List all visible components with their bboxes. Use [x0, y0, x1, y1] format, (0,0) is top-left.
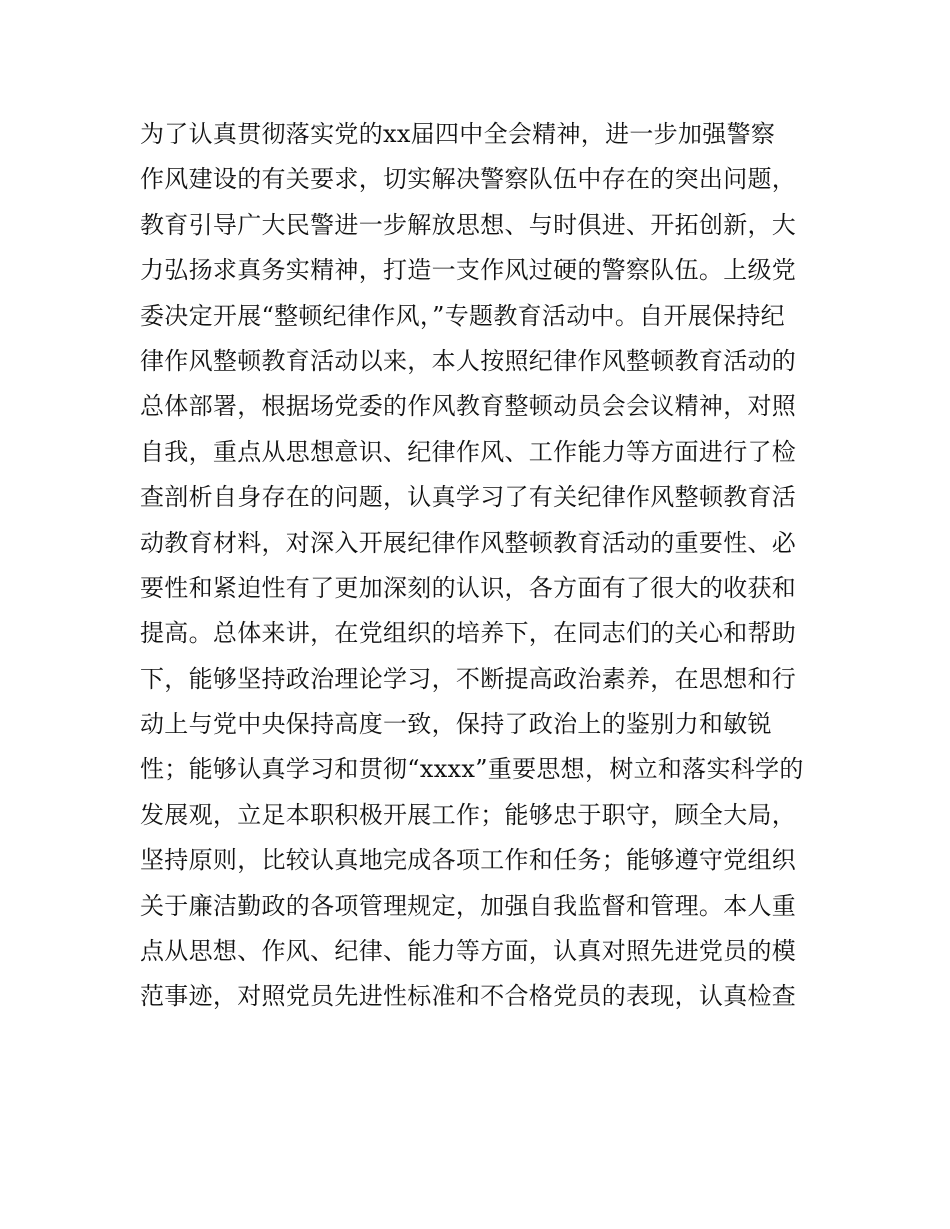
body-paragraph	[140, 112, 820, 1020]
text-line: 动上与党中央保持高度一致，保持了政治上的鉴别力和敏锐	[140, 710, 772, 739]
text-line: 教育引导广大民警进一步解放思想、与时俱进、开拓创新，大	[140, 210, 797, 239]
text-line: 作风建设的有关要求，切实解决警察队伍中存在的突出问题，	[140, 165, 797, 194]
text-line: 提高。总体来讲，在党组织的培养下，在同志们的关心和帮助	[140, 619, 797, 648]
text-line: 性；能够认真学习和贯彻“xxxx”重要思想，树立和落实科学的	[140, 755, 804, 784]
text-line: 律作风整顿教育活动以来，本人按照纪律作风整顿教育活动的	[140, 346, 797, 375]
text-line: 自我，重点从思想意识、纪律作风、工作能力等方面进行了检	[140, 437, 797, 466]
text-line: 关于廉洁勤政的各项管理规定，加强自我监督和管理。本人重	[140, 891, 797, 920]
text-line: 发展观，立足本职积极开展工作；能够忠于职守，顾全大局，	[140, 800, 797, 829]
text-line: 下，能够坚持政治理论学习，不断提高政治素养，在思想和行	[140, 664, 797, 693]
text-line: 坚持原则，比较认真地完成各项工作和任务；能够遵守党组织	[140, 846, 797, 875]
text-line: 点从思想、作风、纪律、能力等方面，认真对照先进党员的模	[140, 937, 797, 966]
text-line: 要性和紧迫性有了更加深刻的认识，各方面有了很大的收获和	[140, 573, 797, 602]
text-line: 为了认真贯彻落实党的xx届四中全会精神，进一步加强警察	[140, 120, 776, 148]
text-line: 力弘扬求真务实精神，打造一支作风过硬的警察队伍。上级党	[140, 256, 797, 285]
text-line: 查剖析自身存在的问题，认真学习了有关纪律作风整顿教育活	[140, 483, 797, 512]
text-line: 范事迹，对照党员先进性标准和不合格党员的表现，认真检查	[140, 982, 797, 1011]
text-line: 委决定开展“整顿纪律作风，”专题教育活动中。自开展保持纪	[140, 301, 785, 330]
text-line: 动教育材料，对深入开展纪律作风整顿教育活动的重要性、必	[140, 528, 797, 557]
text-line: 总体部署，根据场党委的作风教育整顿动员会会议精神，对照	[140, 392, 797, 421]
